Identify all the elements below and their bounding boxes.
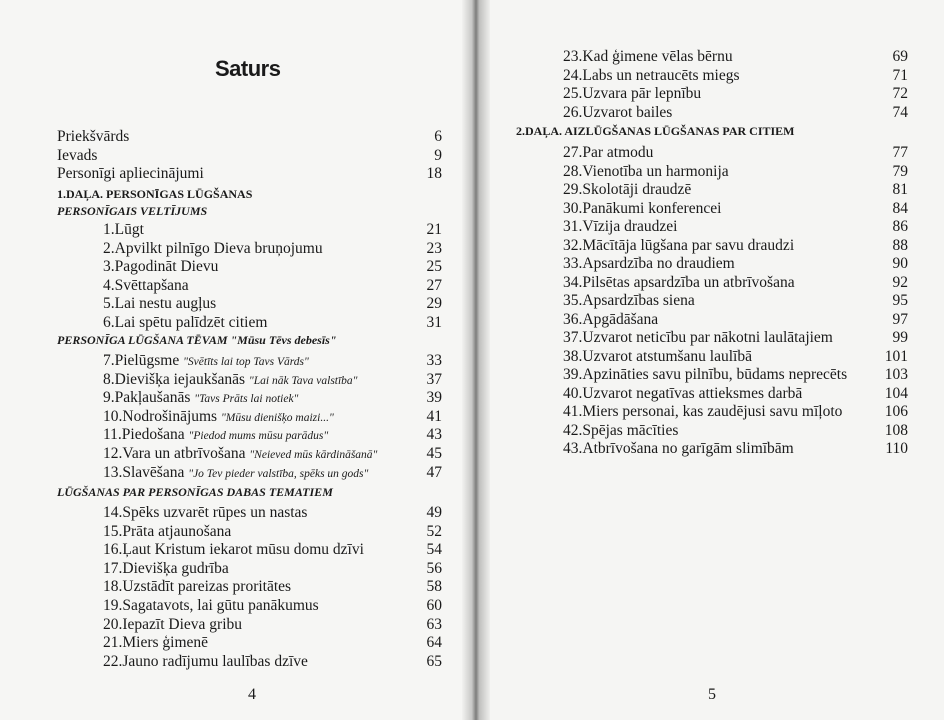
entry-label: 28.Vienotība un harmonija xyxy=(563,162,729,180)
entry-label: 34.Pilsētas apsardzība un atbrīvošana xyxy=(563,273,795,291)
toc-entry-title xyxy=(103,276,189,296)
toc-entry xyxy=(103,652,442,672)
entry-page-number: 103 xyxy=(884,366,908,383)
entry-page-number: 43 xyxy=(426,426,442,444)
toc-entry-title xyxy=(103,239,323,259)
entry-page-number: 108 xyxy=(884,421,908,439)
entry-label: 6.Lai spētu palīdzēt citiem xyxy=(103,313,268,331)
toc-entry xyxy=(103,239,442,259)
page-number-right: 5 xyxy=(708,686,716,703)
toc-entry-title xyxy=(57,146,97,166)
entry-page-number: 21 xyxy=(426,221,442,238)
entry-label: 37.Uzvarot neticību par nākotni laulātajiem xyxy=(563,329,833,346)
toc-entry-title xyxy=(103,559,229,579)
toc-entry xyxy=(563,217,908,237)
entry-page-number: 56 xyxy=(426,559,442,577)
entry-subtitle: "Mūsu dienišķo maizi..." xyxy=(220,411,334,424)
toc-entry-title xyxy=(563,236,794,256)
entry-page-number: 81 xyxy=(892,181,908,198)
entry-page-number: 54 xyxy=(426,541,442,559)
entry-label: 5.Lai nestu augļus xyxy=(103,295,217,312)
entry-label: 25.Uzvara pār lepnību xyxy=(563,85,702,102)
entry-page-number: 90 xyxy=(892,255,908,272)
entry-page-number: 52 xyxy=(426,522,442,540)
entry-page-number: 18 xyxy=(426,165,442,182)
toc-entry xyxy=(103,577,442,597)
entry-page-number: 69 xyxy=(892,48,908,65)
entry-page-number: 99 xyxy=(892,329,908,346)
entry-page-number: 77 xyxy=(892,144,908,161)
entry-subtitle: "Lai nāk Tava valstība" xyxy=(248,374,358,387)
toc-entry xyxy=(103,388,442,408)
toc-entry xyxy=(103,370,442,390)
toc-entry xyxy=(563,310,908,330)
entry-label: 41.Miers personai, kas zaudējusi savu mīļoto xyxy=(563,403,843,420)
entry-label: 11.Piedošana xyxy=(103,426,185,444)
toc-entry xyxy=(563,162,908,182)
section-heading: PERSONĪGAIS VELTĪJUMS xyxy=(57,204,208,218)
toc-entry xyxy=(103,257,442,277)
entry-page-number: 58 xyxy=(426,578,442,596)
toc-entry-title xyxy=(563,103,672,123)
entry-subtitle: "Neieved mūs kārdināšanā" xyxy=(249,449,378,461)
toc-entry-title xyxy=(563,84,701,104)
entry-label: 30.Panākumi konferencei xyxy=(563,199,722,217)
page-title: Saturs xyxy=(215,56,281,81)
entry-page-number: 63 xyxy=(426,615,442,633)
entry-subtitle: "Piedod mums mūsu parādus" xyxy=(188,430,329,443)
entry-page-number: 101 xyxy=(884,347,908,365)
entry-label: 3.Pagodināt Dievu xyxy=(103,258,219,275)
toc-entry xyxy=(57,146,442,166)
toc-entry-title xyxy=(563,199,721,219)
toc-entry xyxy=(563,347,908,367)
toc-entry-title xyxy=(103,522,231,542)
entry-label: 1.Lūgt xyxy=(103,221,144,238)
entry-label: 29.Skolotāji draudzē xyxy=(563,181,692,198)
entry-label: 7.Pielūgsme xyxy=(103,352,180,369)
toc-entry-title xyxy=(563,402,842,422)
toc-entry xyxy=(563,236,908,256)
toc-entry xyxy=(563,66,908,86)
entry-page-number: 6 xyxy=(434,128,442,145)
entry-label: Priekšvārds xyxy=(57,128,130,145)
toc-entry-title xyxy=(563,365,847,385)
toc-entry xyxy=(563,47,908,67)
toc-entry xyxy=(103,503,442,523)
entry-page-number: 23 xyxy=(426,239,442,257)
entry-page-number: 39 xyxy=(426,389,442,407)
book-gutter xyxy=(462,0,490,720)
entry-page-number: 65 xyxy=(426,652,442,670)
entry-page-number: 41 xyxy=(426,407,442,425)
toc-entry-title xyxy=(563,328,833,348)
entry-page-number: 31 xyxy=(426,313,442,331)
entry-label: 2.Apvilkt pilnīgo Dieva bruņojumu xyxy=(103,239,323,257)
entry-page-number: 45 xyxy=(426,445,442,462)
entry-label: 19.Sagatavots, lai gūtu panākumus xyxy=(103,597,319,614)
toc-entry-title xyxy=(563,66,739,86)
entry-label: 22.Jauno radījumu laulības dzīve xyxy=(103,652,308,670)
entry-label: Personīgi apliecinājumi xyxy=(57,165,204,182)
entry-label: 4.Svēttapšana xyxy=(103,276,189,294)
toc-entry-title xyxy=(103,652,308,672)
toc-entry xyxy=(103,276,442,296)
toc-entry xyxy=(563,328,908,348)
toc-entry-title xyxy=(563,254,735,274)
toc-entry-title xyxy=(563,439,794,459)
entry-page-number: 60 xyxy=(426,597,442,614)
entry-page-number: 86 xyxy=(892,218,908,235)
entry-page-number: 97 xyxy=(892,310,908,328)
entry-label: Ievads xyxy=(57,146,98,164)
toc-entry xyxy=(103,444,442,464)
entry-label: 13.Slavēšana xyxy=(103,463,185,481)
entry-label: 16.Ļaut Kristum iekarot mūsu domu dzīvi xyxy=(103,541,364,559)
entry-page-number: 29 xyxy=(426,295,442,312)
entry-label: 15.Prāta atjaunošana xyxy=(103,522,232,540)
entry-page-number: 88 xyxy=(892,236,908,254)
toc-entry xyxy=(103,220,442,240)
entry-page-number: 106 xyxy=(884,403,908,420)
toc-entry-title xyxy=(103,596,319,616)
toc-entry-title xyxy=(103,313,267,333)
toc-entry-title xyxy=(57,127,129,147)
entry-label: 23.Kad ģimene vēlas bērnu xyxy=(563,48,733,65)
right-page xyxy=(476,0,944,720)
toc-entry-title xyxy=(563,273,795,293)
entry-label: 24.Labs un netraucēts miegs xyxy=(563,66,740,84)
entry-label: 31.Vīzija draudzei xyxy=(563,218,678,235)
toc-entry-title xyxy=(563,291,695,311)
entry-subtitle: "Svētīts lai top Tavs Vārds" xyxy=(183,356,309,368)
toc-entry xyxy=(103,313,442,333)
toc-entry xyxy=(563,439,908,459)
section-heading: LŪGŠANAS PAR PERSONĪGAS DABAS TEMATIEM xyxy=(57,485,333,499)
toc-entry xyxy=(103,633,442,653)
entry-label: 38.Uzvarot atstumšanu laulībā xyxy=(563,347,752,365)
toc-entry xyxy=(563,365,908,385)
toc-entry-title xyxy=(57,164,204,184)
toc-entry-title xyxy=(103,540,364,560)
toc-entry xyxy=(563,103,908,123)
toc-entry xyxy=(103,596,442,616)
page-number-left: 4 xyxy=(248,686,256,703)
toc-entry-title xyxy=(563,310,658,330)
toc-entry-title xyxy=(103,294,216,314)
entry-label: 42.Spējas mācīties xyxy=(563,421,679,439)
entry-page-number: 64 xyxy=(426,634,442,652)
toc-entry xyxy=(563,180,908,200)
toc-entry xyxy=(57,127,442,147)
entry-label: 32.Mācītāja lūgšana par savu draudzi xyxy=(563,236,795,254)
toc-entry-title xyxy=(563,162,729,182)
toc-entry xyxy=(563,199,908,219)
entry-label: 36.Apgādāšana xyxy=(563,310,659,328)
toc-entry-title xyxy=(563,347,752,367)
toc-entry-title xyxy=(103,577,291,597)
entry-page-number: 9 xyxy=(434,146,442,164)
entry-label: 26.Uzvarot bailes xyxy=(563,103,673,121)
entry-label: 20.Iepazīt Dieva gribu xyxy=(103,615,243,633)
entry-label: 35.Apsardzības siena xyxy=(563,292,695,309)
entry-page-number: 27 xyxy=(426,276,442,294)
entry-page-number: 72 xyxy=(892,85,908,102)
entry-page-number: 104 xyxy=(884,384,908,402)
entry-page-number: 71 xyxy=(892,66,908,84)
entry-label: 8.Dievišķa iejaukšanās xyxy=(103,370,246,388)
toc-entry xyxy=(103,540,442,560)
toc-entry xyxy=(103,294,442,314)
entry-page-number: 92 xyxy=(892,273,908,291)
toc-entry-title xyxy=(103,257,218,277)
entry-page-number: 33 xyxy=(426,352,442,369)
toc-entry xyxy=(563,291,908,311)
entry-label: 33.Apsardzība no draudiem xyxy=(563,255,735,272)
toc-entry xyxy=(563,273,908,293)
entry-page-number: 25 xyxy=(426,258,442,275)
entry-label: 9.Pakļaušanās xyxy=(103,389,191,407)
toc-entry-title xyxy=(563,384,802,404)
entry-label: 39.Apzināties savu pilnību, būdams neprecēts xyxy=(563,366,848,383)
toc-entry-title xyxy=(103,615,242,635)
toc-entry xyxy=(563,421,908,441)
entry-label: 14.Spēks uzvarēt rūpes un nastas xyxy=(103,504,308,521)
toc-entry-title xyxy=(103,503,307,523)
entry-label: 17.Dievišķa gudrība xyxy=(103,559,229,577)
toc-entry-title xyxy=(103,463,368,484)
section-heading: 2.DAĻA. AIZLŪGŠANAS LŪGŠANAS PAR CITIEM xyxy=(516,124,795,138)
toc-entry-title xyxy=(563,421,678,441)
toc-entry-title xyxy=(563,143,653,163)
entry-page-number: 95 xyxy=(892,292,908,309)
toc-entry xyxy=(563,254,908,274)
toc-entry xyxy=(103,425,442,445)
entry-subtitle: "Jo Tev pieder valstība, spēks un gods" xyxy=(188,467,369,480)
section-heading: PERSONĪGA LŪGŠANA TĒVAM "Mūsu Tēvs debesīs" xyxy=(57,333,337,347)
entry-page-number: 84 xyxy=(892,199,908,217)
entry-label: 21.Miers ģimenē xyxy=(103,634,209,652)
toc-entry xyxy=(563,143,908,163)
toc-entry xyxy=(103,351,442,371)
toc-entry-title xyxy=(103,220,144,240)
entry-page-number: 37 xyxy=(426,370,442,388)
entry-page-number: 74 xyxy=(892,103,908,121)
entry-label: 18.Uzstādīt pareizas proritātes xyxy=(103,578,292,596)
entry-page-number: 110 xyxy=(885,440,908,457)
toc-entry-title xyxy=(563,47,733,67)
toc-entry-title xyxy=(563,217,677,237)
toc-entry xyxy=(103,559,442,579)
toc-entry xyxy=(103,522,442,542)
entry-label: 10.Nodrošinājums xyxy=(103,407,218,425)
section-heading: 1.DAĻA. PERSONĪGAS LŪGŠANAS xyxy=(57,187,253,201)
toc-entry xyxy=(103,615,442,635)
toc-entry xyxy=(103,407,442,427)
entry-page-number: 49 xyxy=(426,504,442,521)
entry-label: 40.Uzvarot negatīvas attieksmes darbā xyxy=(563,384,803,402)
entry-page-number: 79 xyxy=(892,162,908,180)
toc-entry xyxy=(563,84,908,104)
entry-label: 12.Vara un atbrīvošana xyxy=(103,445,246,462)
entry-label: 43.Atbrīvošana no garīgām slimībām xyxy=(563,440,794,457)
toc-entry xyxy=(103,463,442,483)
toc-entry xyxy=(563,402,908,422)
entry-page-number: 47 xyxy=(426,463,442,481)
toc-entry xyxy=(57,164,442,184)
toc-entry-title xyxy=(103,633,208,653)
entry-subtitle: "Tavs Prāts lai notiek" xyxy=(194,393,299,406)
toc-entry-title xyxy=(563,180,691,200)
toc-entry xyxy=(563,384,908,404)
entry-label: 27.Par atmodu xyxy=(563,144,654,161)
